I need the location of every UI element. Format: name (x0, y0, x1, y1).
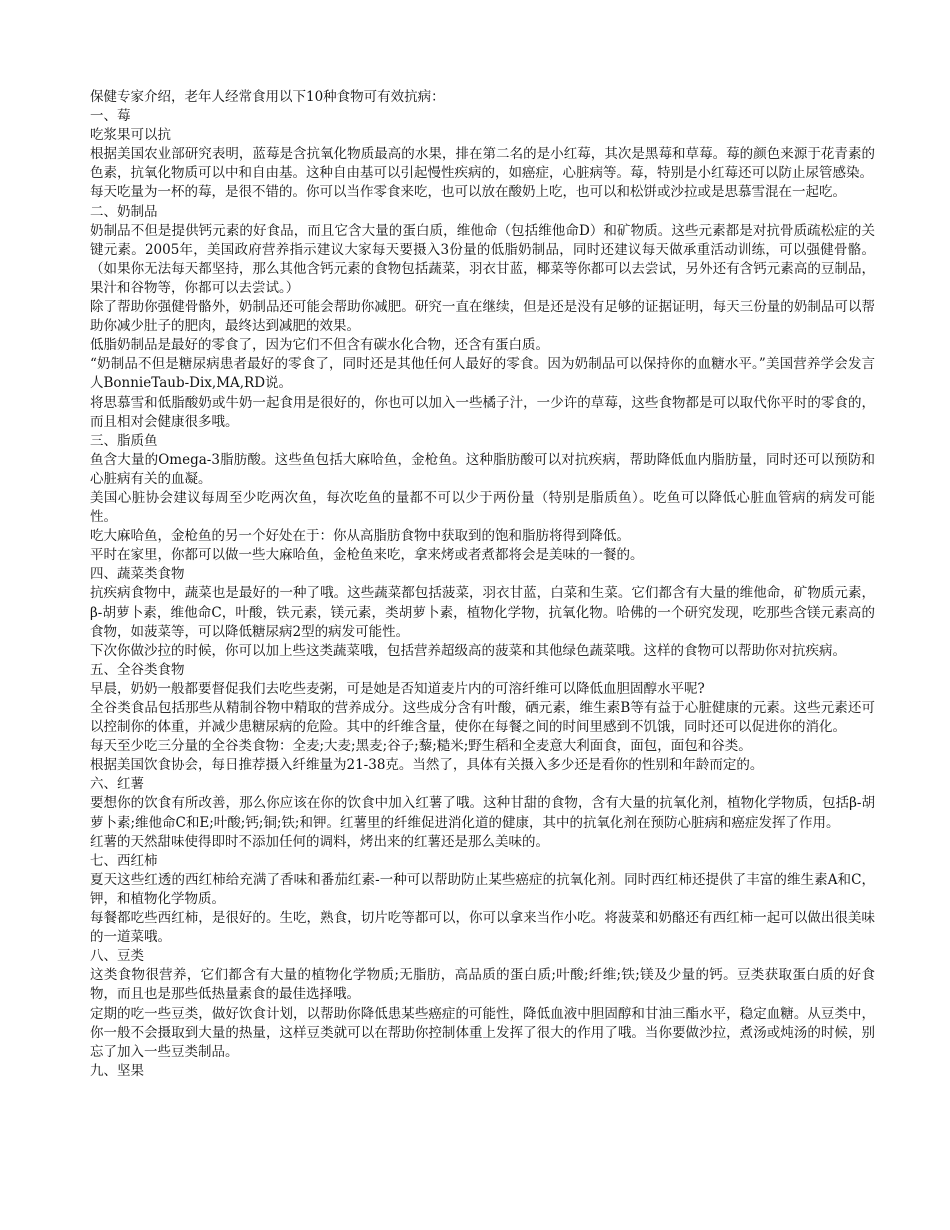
paragraph: 下次你做沙拉的时候，你可以加上些这类蔬菜哦，包括营养超级高的菠菜和其他绿色蔬菜哦。这样的食物可以帮助你对抗疾病。 (90, 642, 846, 659)
document-body (90, 88, 875, 1081)
paragraph: 根据美国饮食协会，每日推荐摄入纤维量为21-38克。当然了，具体有关摄入多少还是看你的性别和年龄而定的。 (90, 757, 764, 774)
paragraph: 保健专家介绍，老年人经常食用以下10种食物可有效抗病： (90, 89, 445, 105)
paragraph: 吃大麻哈鱼，金枪鱼的另一个好处在于：你从高脂肪食物中获取到的饱和脂肪将得到降低。 (90, 528, 630, 545)
paragraph: 全谷类食品包括那些从精制谷物中精取的营养成分。这些成分含有叶酸，硒元素，维生素B等有益于心脏健康的元素。这些元素还可以控制你的体重，并减少患糖尿病的危险。其中的纤维含量，使你在每餐之间的时间里感到不饥饿，同时还可以促进你的消化。 (90, 700, 875, 736)
section-heading: 八、豆类 (90, 948, 144, 965)
paragraph: 根据美国农业部研究表明，蓝莓是含抗氧化物质最高的水果，排在第二名的是小红莓，其次是黑莓和草莓。莓的颜色来源于花青素的色素，抗氧化物质可以中和自由基。这种自由基可以引起慢性疾病的，如癌症，心脏病等。莓，特别是小红莓还可以防止尿管感染。 (90, 146, 875, 182)
section-heading: 四、蔬菜类食物 (90, 566, 185, 583)
paragraph: 每天至少吃三分量的全谷类食物：全麦;大麦;黑麦;谷子;藜;糙米;野生稻和全麦意大利面食，面包，面包和谷类。 (90, 738, 752, 755)
paragraph: 抗疾病食物中，蔬菜也是最好的一种了哦。这些蔬菜都包括菠菜，羽衣甘蓝，白菜和生菜。它们都含有大量的维他命，矿物质元素，β-胡萝卜素，维他命C，叶酸，铁元素，镁元素，类胡萝卜素，植物化学物，抗氧化物。哈佛的一个研究发现，吃那些含镁元素高的食物，如菠菜等，可以降低糖尿病2型的病发可能性。 (90, 585, 875, 640)
section-heading: 六、红薯 (90, 776, 144, 793)
paragraph: 夏天这些红透的西红柿给充满了香味和番茄红素-一种可以帮助防止某些癌症的抗氧化剂。同时西红柿还提供了丰富的维生素A和C，钾，和植物化学物质。 (90, 871, 875, 907)
paragraph: 这类食物很营养，它们都含有大量的植物化学物质;无脂肪，高品质的蛋白质;叶酸;纤维;铁;镁及少量的钙。豆类获取蛋白质的好食物，而且也是那些低热量素食的最佳选择哦。 (90, 967, 875, 1003)
paragraph: 红薯的天然甜味使得即时不添加任何的调料，烤出来的红薯还是那么美味的。 (90, 833, 549, 850)
paragraph: 将思慕雪和低脂酸奶或牛奶一起食用是很好的，你也可以加入一些橘子汁，一少许的草莓，这些食物都是可以取代你平时的零食的，而且相对会健康很多哦。 (90, 394, 875, 430)
paragraph: 除了帮助你强健骨骼外，奶制品还可能会帮助你减肥。研究一直在继续，但是还是没有足够的证据证明，每天三份量的奶制品可以帮助你减少肚子的肥肉，最终达到减肥的效果。 (90, 299, 875, 335)
paragraph: 每餐都吃些西红柿，是很好的。生吃，熟食，切片吃等都可以，你可以拿来当作小吃。将菠菜和奶酪还有西红柿一起可以做出很美味的一道菜哦。 (90, 910, 875, 946)
paragraph: 每天吃量为一杯的莓，是很不错的。你可以当作零食来吃，也可以放在酸奶上吃，也可以和松饼或沙拉或是思慕雪混在一起吃。 (90, 184, 846, 201)
paragraph: 平时在家里，你都可以做一些大麻哈鱼，金枪鱼来吃，拿来烤或者煮都将会是美味的一餐的。 (90, 547, 644, 564)
section-heading: 二、奶制品 (90, 203, 158, 220)
paragraph: “奶制品不但是糖尿病患者最好的零食了，同时还是其他任何人最好的零食。因为奶制品可以保持你的血糖水平。”美国营养学会发言人BonnieTaub-Dix,MA,RD说。 (90, 356, 875, 392)
paragraph: 要想你的饮食有所改善，那么你应该在你的饮食中加入红薯了哦。这种甘甜的食物，含有大量的抗氧化剂，植物化学物质，包括β-胡萝卜素;维他命C和E;叶酸;钙;铜;铁;和钾。红薯里的纤维促进消化道的健康，其中的抗氧化剂在预防心脏病和癌症发挥了作用。 (90, 795, 875, 831)
paragraph: 美国心脏协会建议每周至少吃两次鱼，每次吃鱼的量都不可以少于两份量（特别是脂质鱼）。吃鱼可以降低心脏血管病的病发可能性。 (90, 489, 875, 526)
paragraph: 鱼含大量的Omega-3脂肪酸。这些鱼包括大麻哈鱼，金枪鱼。这种脂肪酸可以对抗疾病，帮助降低血内脂肪量，同时还可以预防和心脏病有关的血凝。 (90, 451, 875, 487)
paragraph: 奶制品不但是提供钙元素的好食品，而且它含大量的蛋白质，维他命（包括维他命D）和矿物质。这些元素都是对抗骨质疏松症的关键元素。2005年，美国政府营养指示建议大家每天要摄入3份量的低脂奶制品，同时还建议每天做承重活动训练，可以强健骨骼。（如果你无法每天都坚持，那么其他含钙元素的食物包括蔬菜，羽衣甘蓝，椰菜等你都可以去尝试，另外还有含钙元素高的豆制品，果汁和谷物等，你都可以去尝试。） (90, 222, 875, 296)
section-heading: 一、莓 (90, 108, 131, 125)
paragraph: 吃浆果可以抗 (90, 127, 171, 144)
section-heading: 九、坚果 (90, 1062, 144, 1079)
paragraph: 早晨，奶奶一般都要督促我们去吃些麦粥，可是她是否知道麦片内的可溶纤维可以降低血胆固醇水平呢? (90, 680, 705, 697)
section-heading: 五、全谷类食物 (90, 661, 185, 678)
section-heading: 七、西红柿 (90, 852, 158, 869)
section-heading: 三、脂质鱼 (90, 432, 158, 449)
paragraph: 定期的吃一些豆类，做好饮食计划，以帮助你降低患某些癌症的可能性，降低血液中胆固醇和甘油三酯水平，稳定血糖。从豆类中，你一般不会摄取到大量的热量，这样豆类就可以在帮助你控制体重上发挥了很大的作用了哦。当你要做沙拉，煮汤或炖汤的时候，别忘了加入一些豆类制品。 (90, 1005, 875, 1060)
paragraph: 低脂奶制品是最好的零食了，因为它们不但含有碳水化合物，还含有蛋白质。 (90, 337, 549, 354)
